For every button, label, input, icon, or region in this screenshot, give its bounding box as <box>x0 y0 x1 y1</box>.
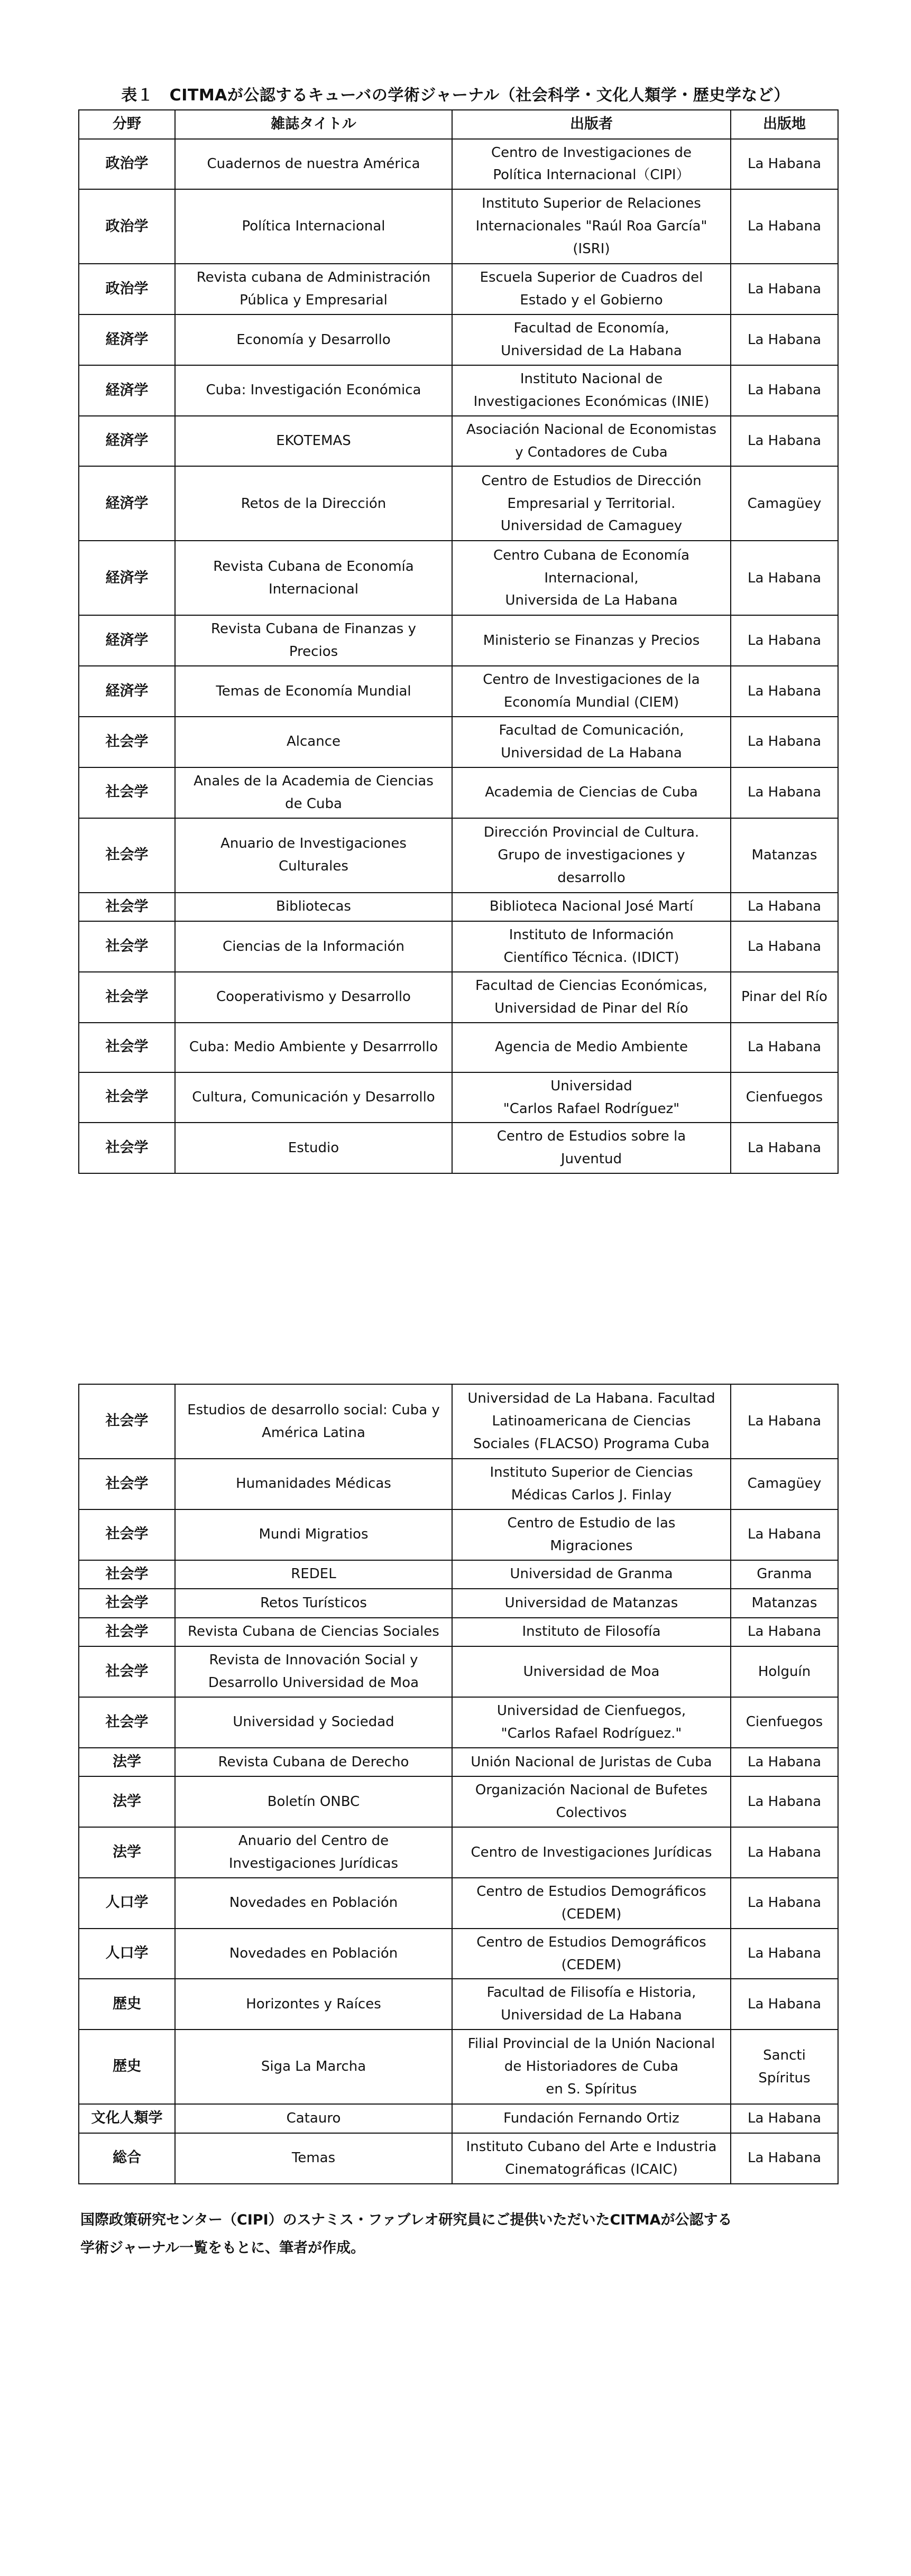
publisher-cell: Universidad de La Habana. Facultad Latinoamericana de Ciencias Sociales (FLACSO) Programa Cuba <box>452 1384 731 1459</box>
place-cell: Granma <box>731 1560 838 1589</box>
publisher-cell: Filial Provincial de la Unión Nacional de Historiadores de Cuba en S. Spíritus <box>452 2030 731 2104</box>
publisher-cell: Instituto Cubano del Arte e Industria Cinematográficas (ICAIC) <box>452 2133 731 2184</box>
field-cell: 社会学 <box>79 1384 175 1459</box>
table-row <box>79 189 838 264</box>
table-row <box>79 1827 838 1878</box>
journal-title-cell: Retos Turísticos <box>175 1589 452 1618</box>
field-cell: 社会学 <box>79 1459 175 1509</box>
publisher-cell: Ministerio se Finanzas y Precios <box>452 615 731 666</box>
place-cell: La Habana <box>731 1123 838 1173</box>
publisher-cell: Instituto de Información Científico Técnica. (IDICT) <box>452 921 731 972</box>
field-cell: 人口学 <box>79 1929 175 1979</box>
field-cell: 法学 <box>79 1776 175 1827</box>
field-cell: 経済学 <box>79 666 175 717</box>
publisher-cell: Dirección Provincial de Cultura. Grupo de investigaciones y desarrollo <box>452 818 731 893</box>
field-cell: 歴史 <box>79 2030 175 2104</box>
field-cell: 社会学 <box>79 1072 175 1123</box>
journal-title-cell: Alcance <box>175 717 452 767</box>
publisher-cell: Centro de Estudios Demográficos (CEDEM) <box>452 1929 731 1979</box>
journal-title-cell: Política Internacional <box>175 189 452 264</box>
table-row <box>79 365 838 416</box>
journal-title-cell: Anales de la Academia de Ciencias de Cuba <box>175 767 452 818</box>
place-cell: La Habana <box>731 1827 838 1878</box>
journal-title-cell: Revista Cubana de Ciencias Sociales <box>175 1618 452 1647</box>
table-row <box>79 139 838 190</box>
field-cell: 社会学 <box>79 972 175 1023</box>
field-cell: 政治学 <box>79 264 175 314</box>
field-cell: 経済学 <box>79 416 175 467</box>
field-cell: 社会学 <box>79 767 175 818</box>
table-row <box>79 767 838 818</box>
place-cell: La Habana <box>731 1979 838 2030</box>
table-row <box>79 921 838 972</box>
field-cell: 経済学 <box>79 466 175 541</box>
place-cell: La Habana <box>731 893 838 922</box>
field-cell: 社会学 <box>79 1646 175 1697</box>
journal-title-cell: Mundi Migratios <box>175 1509 452 1560</box>
field-cell: 社会学 <box>79 1509 175 1560</box>
field-cell: 政治学 <box>79 139 175 190</box>
place-cell: La Habana <box>731 189 838 264</box>
field-cell: 社会学 <box>79 1560 175 1589</box>
table-row <box>79 1646 838 1697</box>
source-note-line: 国際政策研究センター（CIPI）のスナミス・ファブレオ研究員にご提供いただいたCITMAが公認する <box>80 2212 732 2228</box>
table-header-row <box>79 110 838 139</box>
journal-title-cell: Temas <box>175 2133 452 2184</box>
place-cell: La Habana <box>731 921 838 972</box>
journal-title-cell: Siga La Marcha <box>175 2030 452 2104</box>
source-note <box>80 2207 847 2262</box>
publisher-cell: Biblioteca Nacional José Martí <box>452 893 731 922</box>
journal-title-cell: Revista cubana de Administración Pública y Empresarial <box>175 264 452 314</box>
field-cell: 社会学 <box>79 1618 175 1647</box>
field-cell: 社会学 <box>79 921 175 972</box>
field-cell: 社会学 <box>79 717 175 767</box>
field-cell: 文化人類学 <box>79 2104 175 2133</box>
publisher-cell: Organización Nacional de Bufetes Colectivos <box>452 1776 731 1827</box>
place-cell: La Habana <box>731 264 838 314</box>
publisher-cell: Universidad de Matanzas <box>452 1589 731 1618</box>
table-row <box>79 1589 838 1618</box>
journal-title-cell: Cooperativismo y Desarrollo <box>175 972 452 1023</box>
place-cell: La Habana <box>731 615 838 666</box>
publisher-cell: Universidad de Cienfuegos, "Carlos Rafael Rodríguez." <box>452 1697 731 1748</box>
journal-title-cell: Revista Cubana de Finanzas y Precios <box>175 615 452 666</box>
place-cell: La Habana <box>731 1748 838 1777</box>
table-row <box>79 264 838 314</box>
place-cell: Camagüey <box>731 1459 838 1509</box>
table-row <box>79 1776 838 1827</box>
publisher-cell: Escuela Superior de Cuadros del Estado y el Gobierno <box>452 264 731 314</box>
place-cell: Camagüey <box>731 466 838 541</box>
table-row <box>79 666 838 717</box>
field-cell: 法学 <box>79 1748 175 1777</box>
publisher-cell: Facultad de Economía, Universidad de La Habana <box>452 314 731 365</box>
place-cell: La Habana <box>731 314 838 365</box>
publisher-cell: Instituto de Filosofía <box>452 1618 731 1647</box>
place-cell: Matanzas <box>731 818 838 893</box>
table-row <box>79 2104 838 2133</box>
place-cell: La Habana <box>731 365 838 416</box>
table-title: 表１ CITMAが公認するキューバの学術ジャーナル（社会科学・文化人類学・歴史学など） <box>121 86 790 105</box>
table-row <box>79 1697 838 1748</box>
table-row <box>79 717 838 767</box>
place-cell: La Habana <box>731 541 838 615</box>
place-cell: La Habana <box>731 767 838 818</box>
place-cell: La Habana <box>731 139 838 190</box>
publisher-cell: Facultad de Filisofía e Historia, Universidad de La Habana <box>452 1979 731 2030</box>
publisher-cell: Centro de Investigaciones de la Economía Mundial (CIEM) <box>452 666 731 717</box>
table-row <box>79 893 838 922</box>
journal-title-cell: REDEL <box>175 1560 452 1589</box>
place-cell: Cienfuegos <box>731 1072 838 1123</box>
journal-title-cell: Estudios de desarrollo social: Cuba y América Latina <box>175 1384 452 1459</box>
journal-table-part-1 <box>78 109 839 1174</box>
place-cell: Cienfuegos <box>731 1697 838 1748</box>
place-cell: La Habana <box>731 1023 838 1072</box>
publisher-cell: Instituto Nacional de Investigaciones Económicas (INIE) <box>452 365 731 416</box>
table-row <box>79 314 838 365</box>
table-row <box>79 541 838 615</box>
table-row <box>79 416 838 467</box>
table-row <box>79 2133 838 2184</box>
field-cell: 歴史 <box>79 1979 175 2030</box>
journal-title-cell: Novedades en Población <box>175 1929 452 1979</box>
header-publisher: 出版者 <box>452 110 731 139</box>
field-cell: 社会学 <box>79 1697 175 1748</box>
journal-title-cell: Economía y Desarrollo <box>175 314 452 365</box>
table-row <box>79 1878 838 1929</box>
place-cell: La Habana <box>731 666 838 717</box>
table-row <box>79 1072 838 1123</box>
table-row <box>79 1384 838 1459</box>
publisher-cell: Centro Cubana de Economía Internacional, Universida de La Habana <box>452 541 731 615</box>
publisher-cell: Centro de Estudios Demográficos (CEDEM) <box>452 1878 731 1929</box>
journal-title-cell: Temas de Economía Mundial <box>175 666 452 717</box>
journal-title-cell: Cultura, Comunicación y Desarrollo <box>175 1072 452 1123</box>
field-cell: 社会学 <box>79 1023 175 1072</box>
table-row <box>79 1979 838 2030</box>
journal-title-cell: Humanidades Médicas <box>175 1459 452 1509</box>
journal-title-cell: Boletín ONBC <box>175 1776 452 1827</box>
place-cell: La Habana <box>731 2104 838 2133</box>
header-place: 出版地 <box>731 110 838 139</box>
table-row <box>79 818 838 893</box>
journal-table-part-2 <box>78 1384 839 2184</box>
field-cell: 経済学 <box>79 541 175 615</box>
field-cell: 総合 <box>79 2133 175 2184</box>
table-row <box>79 466 838 541</box>
field-cell: 人口学 <box>79 1878 175 1929</box>
table-row <box>79 1023 838 1072</box>
journal-title-cell: Revista Cubana de Derecho <box>175 1748 452 1777</box>
table-row <box>79 972 838 1023</box>
journal-title-cell: Ciencias de la Información <box>175 921 452 972</box>
field-cell: 経済学 <box>79 615 175 666</box>
publisher-cell: Unión Nacional de Juristas de Cuba <box>452 1748 731 1777</box>
place-cell: Pinar del Río <box>731 972 838 1023</box>
publisher-cell: Fundación Fernando Ortiz <box>452 2104 731 2133</box>
publisher-cell: Instituto Superior de Ciencias Médicas Carlos J. Finlay <box>452 1459 731 1509</box>
field-cell: 法学 <box>79 1827 175 1878</box>
publisher-cell: Facultad de Ciencias Económicas, Universidad de Pinar del Río <box>452 972 731 1023</box>
field-cell: 経済学 <box>79 314 175 365</box>
journal-title-cell: Cuba: Medio Ambiente y Desarrrollo <box>175 1023 452 1072</box>
place-cell: La Habana <box>731 1384 838 1459</box>
journal-title-cell: Catauro <box>175 2104 452 2133</box>
publisher-cell: Agencia de Medio Ambiente <box>452 1023 731 1072</box>
publisher-cell: Universidad de Moa <box>452 1646 731 1697</box>
journal-title-cell: Anuario de Investigaciones Culturales <box>175 818 452 893</box>
place-cell: La Habana <box>731 1618 838 1647</box>
journal-title-cell: Estudio <box>175 1123 452 1173</box>
journal-title-cell: Horizontes y Raíces <box>175 1979 452 2030</box>
publisher-cell: Facultad de Comunicación, Universidad de La Habana <box>452 717 731 767</box>
publisher-cell: Asociación Nacional de Economistas y Contadores de Cuba <box>452 416 731 467</box>
field-cell: 社会学 <box>79 1589 175 1618</box>
journal-title-cell: Anuario del Centro de Investigaciones Jurídicas <box>175 1827 452 1878</box>
place-cell: Matanzas <box>731 1589 838 1618</box>
field-cell: 社会学 <box>79 1123 175 1173</box>
table-row <box>79 1123 838 1173</box>
place-cell: La Habana <box>731 416 838 467</box>
journal-title-cell: Cuadernos de nuestra América <box>175 139 452 190</box>
publisher-cell: Centro de Investigaciones de Política Internacional（CIPI） <box>452 139 731 190</box>
source-note-line: 学術ジャーナル一覧をもとに、筆者が作成。 <box>80 2239 365 2256</box>
table-row <box>79 1618 838 1647</box>
table-row <box>79 615 838 666</box>
publisher-cell: Centro de Estudio de las Migraciones <box>452 1509 731 1560</box>
field-cell: 社会学 <box>79 893 175 922</box>
place-cell: Sancti Spíritus <box>731 2030 838 2104</box>
publisher-cell: Instituto Superior de Relaciones Internacionales "Raúl Roa García" (ISRI) <box>452 189 731 264</box>
publisher-cell: Centro de Estudios de Dirección Empresarial y Territorial. Universidad de Camaguey <box>452 466 731 541</box>
table-row <box>79 1929 838 1979</box>
journal-title-cell: Novedades en Población <box>175 1878 452 1929</box>
table-row <box>79 2030 838 2104</box>
table-row <box>79 1509 838 1560</box>
publisher-cell: Academia de Ciencias de Cuba <box>452 767 731 818</box>
journal-title-cell: Bibliotecas <box>175 893 452 922</box>
publisher-cell: Centro de Investigaciones Jurídicas <box>452 1827 731 1878</box>
table-row <box>79 1748 838 1777</box>
table-row <box>79 1459 838 1509</box>
place-cell: La Habana <box>731 1509 838 1560</box>
field-cell: 社会学 <box>79 818 175 893</box>
place-cell: La Habana <box>731 2133 838 2184</box>
header-journal-title: 雑誌タイトル <box>175 110 452 139</box>
journal-title-cell: Universidad y Sociedad <box>175 1697 452 1748</box>
journal-title-cell: EKOTEMAS <box>175 416 452 467</box>
field-cell: 政治学 <box>79 189 175 264</box>
journal-title-cell: Retos de la Dirección <box>175 466 452 541</box>
place-cell: La Habana <box>731 1776 838 1827</box>
place-cell: La Habana <box>731 717 838 767</box>
field-cell: 経済学 <box>79 365 175 416</box>
publisher-cell: Universidad "Carlos Rafael Rodríguez" <box>452 1072 731 1123</box>
publisher-cell: Centro de Estudios sobre la Juventud <box>452 1123 731 1173</box>
journal-title-cell: Revista Cubana de Economía Internacional <box>175 541 452 615</box>
place-cell: La Habana <box>731 1878 838 1929</box>
journal-title-cell: Revista de Innovación Social y Desarrollo Universidad de Moa <box>175 1646 452 1697</box>
place-cell: La Habana <box>731 1929 838 1979</box>
place-cell: Holguín <box>731 1646 838 1697</box>
header-field: 分野 <box>79 110 175 139</box>
journal-title-cell: Cuba: Investigación Económica <box>175 365 452 416</box>
table-row <box>79 1560 838 1589</box>
publisher-cell: Universidad de Granma <box>452 1560 731 1589</box>
